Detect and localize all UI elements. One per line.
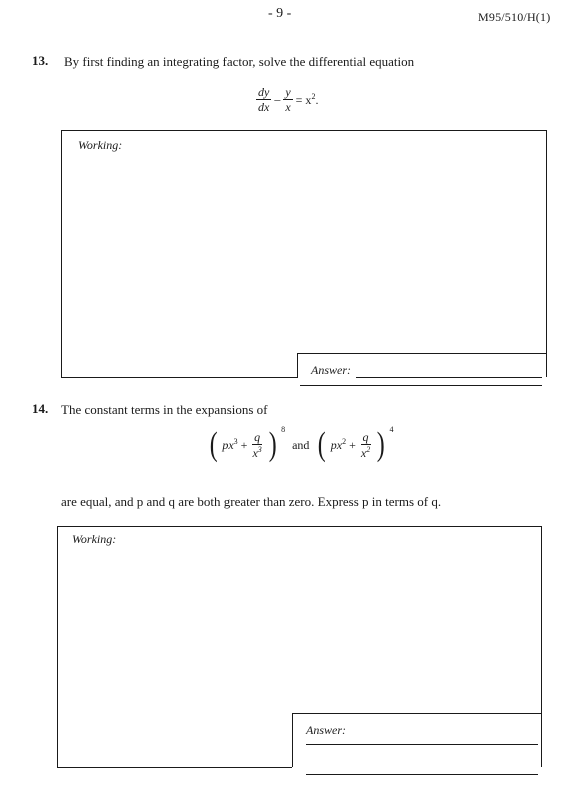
question-14-prompt: The constant terms in the expansions of (61, 402, 268, 417)
question-13-answer-line-2[interactable] (300, 385, 542, 386)
rhs-text: = x (295, 92, 312, 107)
close-paren: ) (376, 426, 385, 463)
working-box-bottom-edge (57, 767, 292, 768)
outer-exponent: 8 (281, 424, 286, 434)
paper-code: M95/510/H(1) (478, 10, 551, 24)
question-13-answer-line[interactable] (356, 377, 542, 378)
question-14-working-area[interactable] (57, 526, 542, 767)
minus-sign: – (274, 92, 281, 106)
question-13-answer-label: Answer: (311, 363, 351, 377)
question-14-condition: are equal, and p and q are both greater than zero. Express p in terms of q. (61, 494, 442, 509)
answer-box-left-edge (297, 353, 298, 377)
question-14-answer-line[interactable] (306, 744, 538, 745)
den-base: x (360, 446, 367, 460)
answer-box-left-edge (292, 713, 293, 767)
den-exponent: 3 (257, 445, 262, 454)
fraction-numerator: q (254, 430, 261, 444)
y-over-x-fraction (283, 86, 292, 113)
fraction-denominator (250, 445, 263, 459)
and-word: and (292, 437, 310, 452)
question-14-number: 14. (32, 401, 49, 416)
question-14-answer-line-2[interactable] (306, 774, 538, 775)
fraction-denominator: x (285, 100, 291, 114)
p-term: px (222, 438, 234, 452)
den-base: x (252, 446, 258, 460)
open-paren: ( (209, 426, 218, 463)
question-14-answer-label: Answer: (306, 723, 346, 737)
question-13-working-area[interactable] (61, 130, 547, 377)
plus-sign: + (349, 437, 356, 452)
question-13-number: 13. (32, 53, 49, 68)
open-paren: ( (318, 426, 327, 463)
dy-dx-fraction (256, 86, 271, 113)
fraction-numerator: y (285, 85, 291, 99)
question-14-working-label: Working: (72, 532, 117, 546)
q-over-x-fraction (250, 431, 263, 459)
equation-end: . (315, 92, 319, 107)
close-paren: ) (268, 426, 277, 463)
fraction-denominator: dx (258, 100, 270, 114)
question-14-expressions (208, 424, 394, 463)
den-exponent: 2 (366, 445, 371, 454)
p-exponent: 3 (233, 437, 238, 446)
q-over-x-fraction (359, 431, 372, 459)
equation-rhs (296, 92, 319, 108)
fraction-numerator: q (362, 430, 369, 444)
p-exponent: 2 (342, 437, 347, 446)
answer-box-top-edge (297, 353, 546, 354)
p-term: px (330, 438, 343, 452)
question-13-working-label: Working: (78, 138, 123, 152)
fraction-numerator: dy (258, 85, 270, 99)
expr2-p-term (331, 437, 346, 453)
working-box-bottom-edge (61, 377, 298, 378)
expr1-p-term (222, 437, 237, 453)
outer-exponent: 4 (389, 424, 394, 434)
plus-sign: + (240, 437, 248, 452)
rhs-exponent: 2 (311, 91, 316, 101)
answer-box-top-edge (292, 713, 541, 714)
question-13-prompt: By first finding an integrating factor, solve the differential equation (64, 54, 415, 69)
fraction-denominator (359, 445, 372, 459)
question-13-equation (256, 86, 318, 113)
page-number: - 9 - (268, 6, 292, 21)
